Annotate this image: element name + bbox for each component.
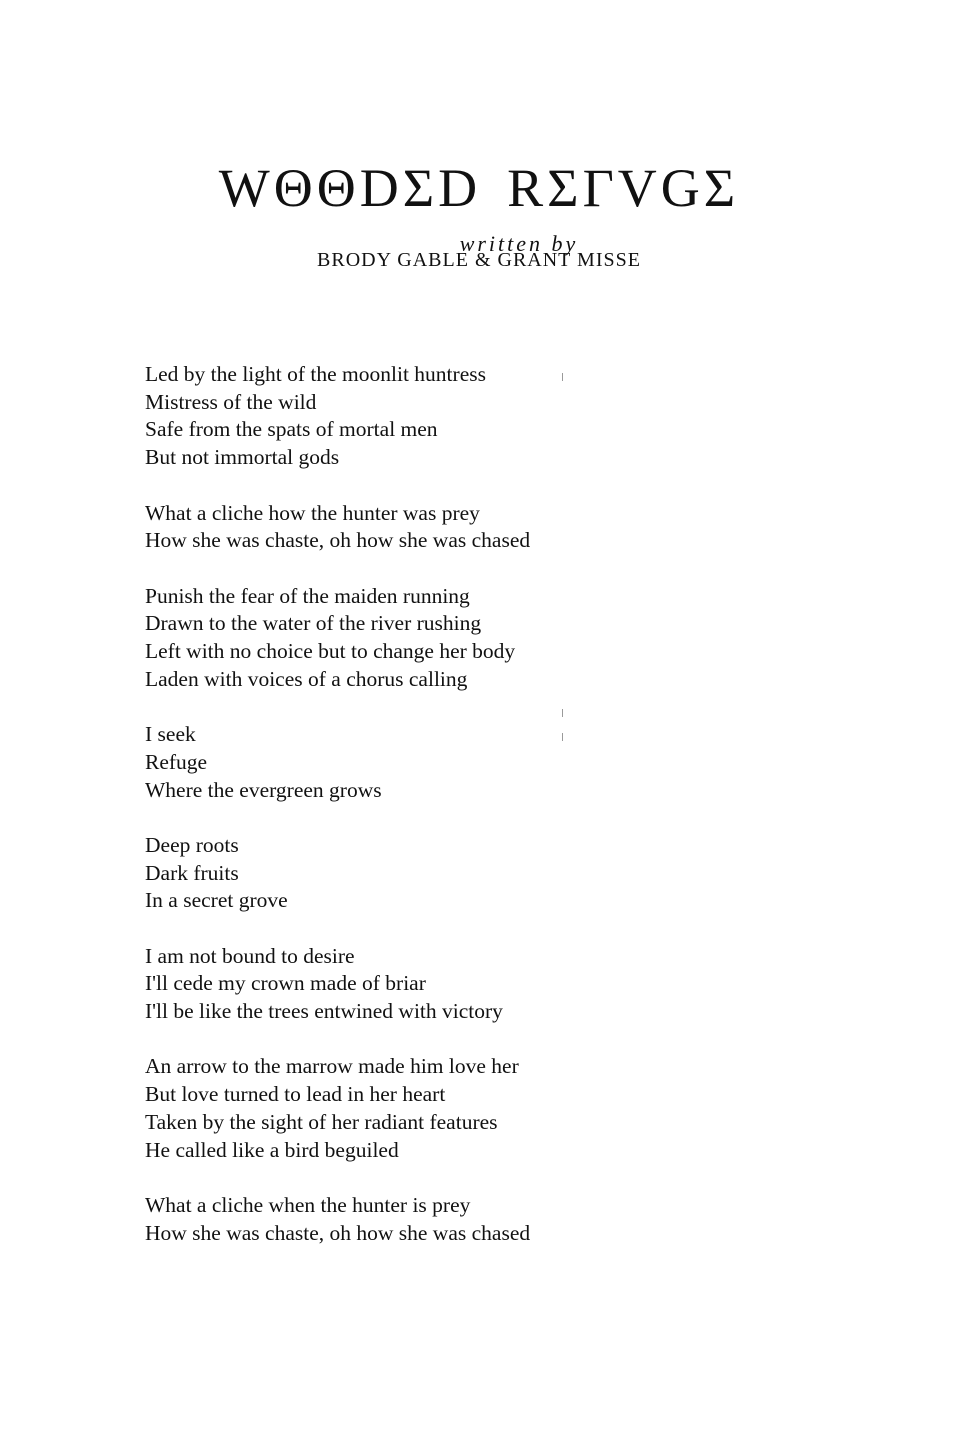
title-word-2: RΣΓVGΣ [507, 158, 740, 218]
poem-line: What a cliche how the hunter was prey [145, 500, 480, 525]
poem-line: Mistress of the wild [145, 389, 317, 414]
byline [0, 232, 958, 272]
poem-line: How she was chaste, oh how she was chased [145, 528, 531, 553]
poem-line: But love turned to lead in her heart [145, 1082, 446, 1107]
poem-line: In a secret grove [145, 888, 288, 913]
poem-line: An arrow to the marrow made him love her [145, 1054, 519, 1079]
stanza [145, 361, 665, 472]
poem-body [145, 361, 665, 1275]
poem-line: Dark fruits [145, 860, 239, 885]
poem-line: Punish the fear of the maiden running [145, 583, 470, 608]
poem-line: Refuge [145, 749, 208, 774]
poem-line: Left with no choice but to change her body [145, 639, 516, 663]
poem-line: What a cliche when the hunter is prey [145, 1192, 471, 1217]
poem-line: He called like a bird beguiled [145, 1137, 399, 1162]
written-by-label: written by [459, 231, 579, 256]
stanza [145, 721, 665, 804]
poem-line: I seek [145, 722, 196, 747]
poem-line: Where the evergreen grows [145, 777, 382, 802]
stanza [145, 943, 665, 1026]
margin-tick-mark [562, 709, 563, 717]
poem-line: I'll be like the trees entwined with victory [145, 999, 503, 1024]
poem-line: How she was chaste, oh how she was chased [145, 1220, 531, 1245]
stanza [145, 583, 665, 694]
authors: BRODY GABLE & GRANT MISSE [317, 249, 641, 271]
stanza [145, 832, 665, 915]
margin-tick-mark [562, 733, 563, 741]
stanza [145, 500, 665, 555]
poem-line: But not immortal gods [145, 445, 340, 470]
page-title [0, 158, 958, 218]
poem-line: I am not bound to desire [145, 943, 355, 968]
title-word-1: WΘΘDΣD [218, 158, 482, 218]
poem-line: Safe from the spats of mortal men [145, 417, 438, 442]
poem-line: Deep roots [145, 832, 239, 857]
poem-line: I'll cede my crown made of briar [145, 971, 426, 996]
stanza [145, 1192, 665, 1247]
poem-line: Led by the light of the moonlit huntress [145, 362, 486, 386]
stanza [145, 1053, 665, 1164]
margin-tick-mark [562, 373, 563, 381]
poem-line: Taken by the sight of her radiant features [145, 1109, 498, 1134]
poem-line: Laden with voices of a chorus calling [145, 666, 468, 691]
poem-line: Drawn to the water of the river rushing [145, 611, 482, 636]
